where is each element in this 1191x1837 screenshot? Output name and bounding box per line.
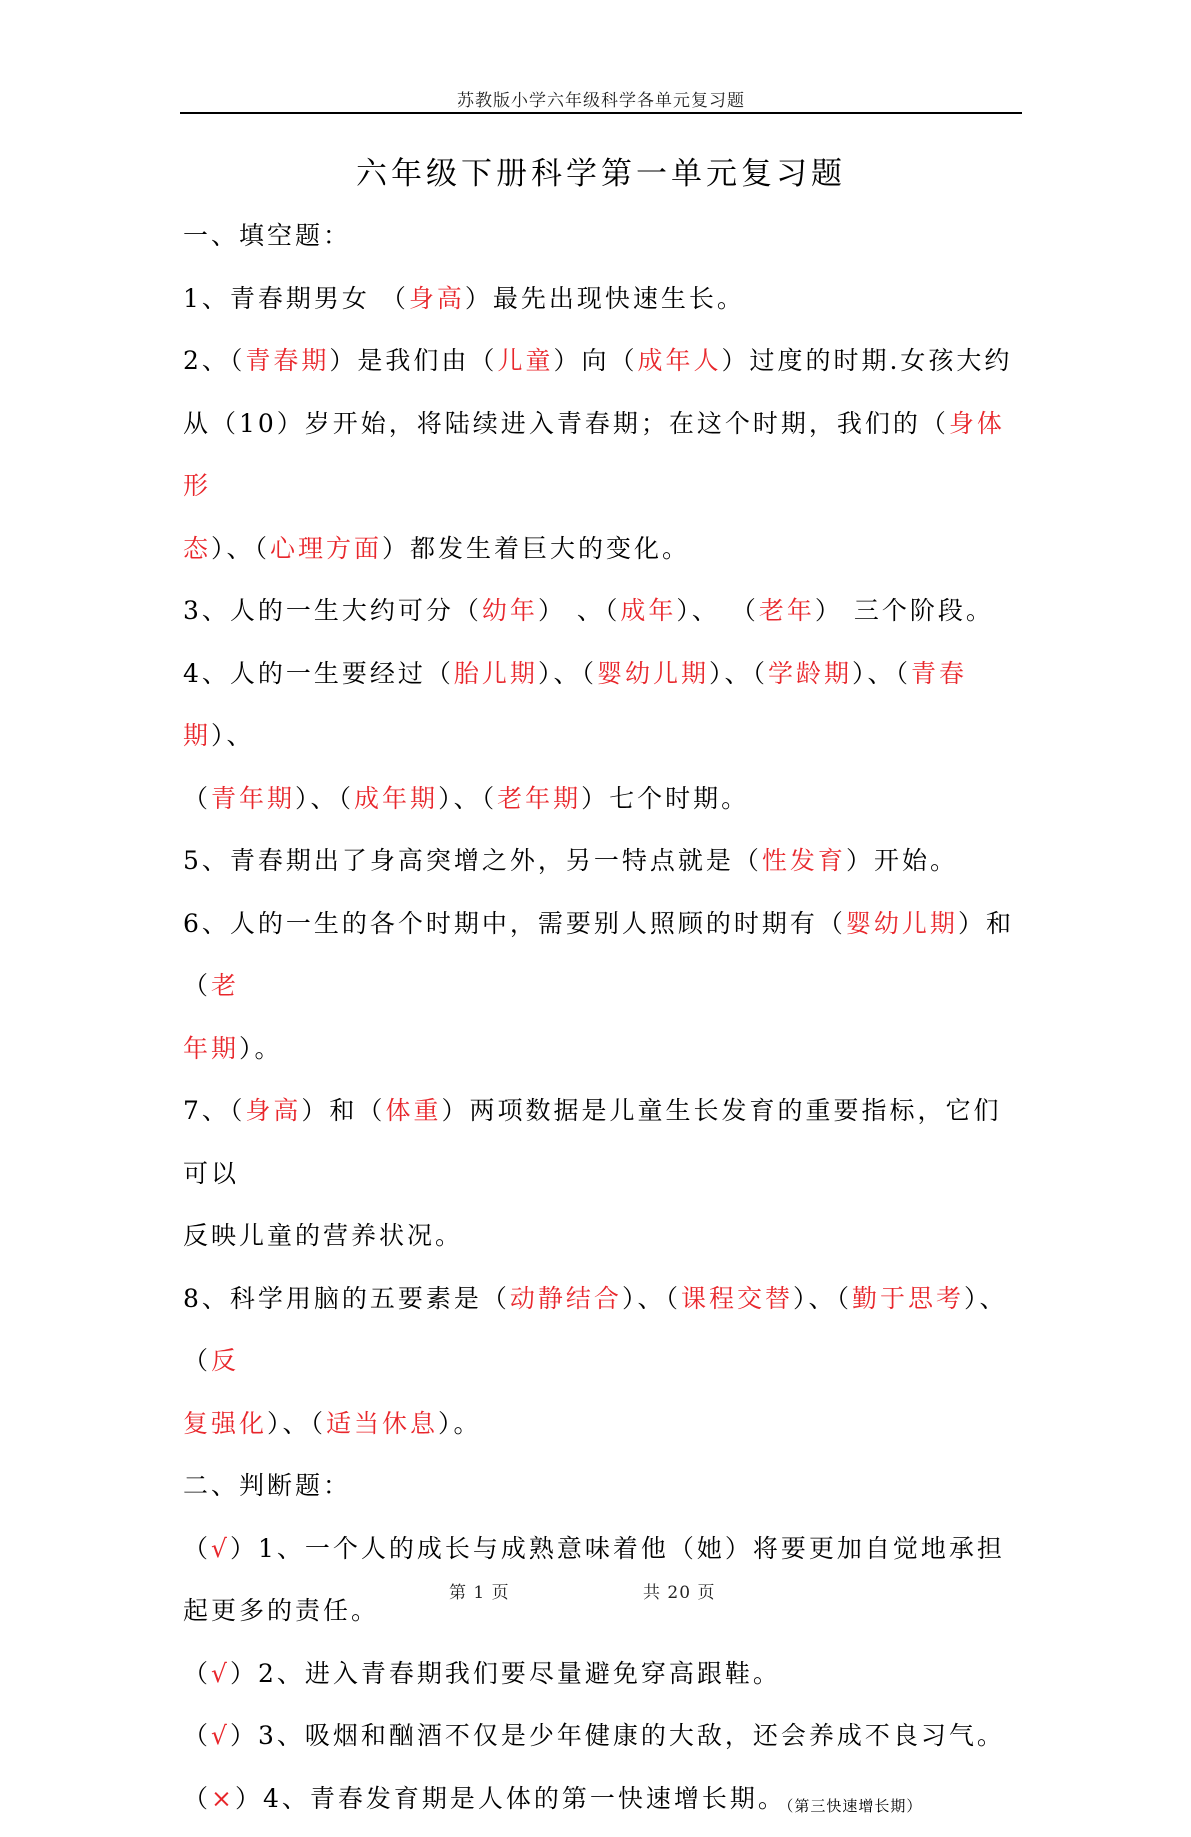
answer-text: 老 xyxy=(211,971,239,1000)
text-line xyxy=(183,1705,1025,1768)
question-text: ）、（ xyxy=(295,784,354,813)
text-line xyxy=(183,768,1025,831)
text-line xyxy=(183,1268,1025,1393)
text-line xyxy=(183,830,1025,893)
text-line xyxy=(183,393,1025,518)
answer-text: √ xyxy=(211,1534,230,1563)
question-text: ）、（ xyxy=(622,1284,681,1313)
answer-text: 儿童 xyxy=(497,346,553,375)
question-text: ）、（ xyxy=(183,1284,1008,1376)
answer-text: 老年 xyxy=(759,596,815,625)
question-text: 反映儿童的营养状况。 xyxy=(183,1221,463,1250)
question-text: ）、（ xyxy=(438,784,497,813)
answer-text: 复强化 xyxy=(183,1409,267,1438)
answer-text: 身体形 xyxy=(183,409,1005,501)
answer-text: 青春期 xyxy=(245,346,329,375)
answer-text: 成年期 xyxy=(354,784,438,813)
answer-text: 课程交替 xyxy=(681,1284,793,1313)
answer-text: 青年期 xyxy=(211,784,295,813)
answer-text: 年期 xyxy=(183,1034,239,1063)
text-line xyxy=(183,1580,1025,1643)
total-pages: 共 20 页 xyxy=(643,1578,715,1603)
question-text: ） 、（ xyxy=(538,596,620,625)
answer-text: 动静结合 xyxy=(510,1284,622,1313)
question-text: ）、（ xyxy=(709,659,768,688)
text-line xyxy=(183,1768,1025,1837)
question-text: 3、人的一生大约可分（ xyxy=(183,596,482,625)
question-text: ）过度的时期.女孩大约 xyxy=(721,346,1012,375)
answer-text: 胎儿期 xyxy=(454,659,538,688)
question-body xyxy=(183,205,1025,1837)
question-text: ）3、吸烟和酗酒不仅是少年健康的大敌，还会养成不良习气。 xyxy=(230,1721,1005,1750)
question-text: ）。 xyxy=(239,1034,283,1063)
question-text: 从（10）岁开始，将陆续进入青春期；在这个时期，我们的（ xyxy=(183,409,949,438)
question-text: 4、人的一生要经过（ xyxy=(183,659,454,688)
question-text: ）是我们由（ xyxy=(329,346,497,375)
answer-text: 适当休息 xyxy=(326,1409,438,1438)
question-text: ）、（ xyxy=(267,1409,326,1438)
text-line xyxy=(183,268,1025,331)
text-line xyxy=(183,205,1025,268)
question-text: ）两项数据是儿童生长发育的重要指标，它们可以 xyxy=(183,1096,1001,1188)
answer-text: 老年期 xyxy=(497,784,581,813)
question-text: ）、 （ xyxy=(676,596,758,625)
answer-text: √ xyxy=(211,1721,230,1750)
question-text: 5、青春期出了身高突增之外，另一特点就是（ xyxy=(183,846,762,875)
question-text: ）、（ xyxy=(852,659,911,688)
question-text: ）最先出现快速生长。 xyxy=(465,284,745,313)
question-text: ）和（ xyxy=(301,1096,385,1125)
question-text: 2、（ xyxy=(183,346,245,375)
question-text: ）向（ xyxy=(553,346,637,375)
question-text: ）七个时期。 xyxy=(581,784,749,813)
answer-text: 学龄期 xyxy=(768,659,852,688)
question-text: 7、（ xyxy=(183,1096,245,1125)
answer-text: 成年人 xyxy=(637,346,721,375)
answer-text: 成年 xyxy=(620,596,676,625)
answer-text: 性发育 xyxy=(762,846,846,875)
question-text: ）都发生着巨大的变化。 xyxy=(382,534,690,563)
running-header: 苏教版小学六年级科学各单元复习题 xyxy=(180,86,1022,111)
answer-text: 反 xyxy=(211,1346,239,1375)
page-title: 六年级下册科学第一单元复习题 xyxy=(180,148,1022,193)
text-line xyxy=(183,1080,1025,1205)
question-text: ）1、一个人的成长与成熟意味着他（她）将要更加自觉地承担 xyxy=(230,1534,1005,1563)
text-line xyxy=(183,1393,1025,1456)
answer-text: 勤于思考 xyxy=(852,1284,964,1313)
answer-text: 身高 xyxy=(409,284,465,313)
question-text: ）、 xyxy=(211,721,255,750)
question-text: 6、人的一生的各个时期中，需要别人照顾的时期有（ xyxy=(183,909,846,938)
question-text: （ xyxy=(183,784,211,813)
text-line xyxy=(183,1018,1025,1081)
text-line xyxy=(183,1205,1025,1268)
answer-text: × xyxy=(211,1784,235,1813)
question-text: （ xyxy=(183,1721,211,1750)
note-text: （第三快速增长期） xyxy=(786,1797,923,1815)
page-number: 第 1 页 xyxy=(449,1578,510,1603)
header-divider xyxy=(180,112,1022,114)
question-text: 8、科学用脑的五要素是（ xyxy=(183,1284,510,1313)
question-text: ）、（ xyxy=(793,1284,852,1313)
answer-text: 婴幼儿期 xyxy=(846,909,958,938)
text-line xyxy=(183,330,1025,393)
answer-text: 体重 xyxy=(385,1096,441,1125)
text-line xyxy=(183,643,1025,768)
question-text: 二、判断题： xyxy=(183,1471,351,1500)
text-line xyxy=(183,1643,1025,1706)
question-text: ）和（ xyxy=(183,909,1014,1001)
answer-text: 身高 xyxy=(245,1096,301,1125)
question-text: （ xyxy=(183,1534,211,1563)
text-line xyxy=(183,893,1025,1018)
question-text: 一、填空题： xyxy=(183,221,351,250)
question-text: 起更多的责任。 xyxy=(183,1596,379,1625)
question-text: ）。 xyxy=(438,1409,482,1438)
question-text: ）、（ xyxy=(211,534,270,563)
question-text: ）、（ xyxy=(538,659,597,688)
question-text: （ xyxy=(183,1659,211,1688)
text-line xyxy=(183,580,1025,643)
answer-text: 婴幼儿期 xyxy=(597,659,709,688)
question-text: ）开始。 xyxy=(846,846,958,875)
question-text: ）2、进入青春期我们要尽量避免穿高跟鞋。 xyxy=(230,1659,781,1688)
answer-text: 青春期 xyxy=(183,659,967,751)
question-text: ） 三个阶段。 xyxy=(815,596,994,625)
text-line xyxy=(183,518,1025,581)
answer-text: 态 xyxy=(183,534,211,563)
answer-text: 幼年 xyxy=(482,596,538,625)
answer-text: √ xyxy=(211,1659,230,1688)
text-line xyxy=(183,1518,1025,1581)
question-text: （ xyxy=(183,1784,211,1813)
answer-text: 心理方面 xyxy=(270,534,382,563)
text-line xyxy=(183,1455,1025,1518)
question-text: 1、青春期男女 （ xyxy=(183,284,409,313)
question-text: ）4、青春发育期是人体的第一快速增长期。 xyxy=(235,1784,786,1813)
